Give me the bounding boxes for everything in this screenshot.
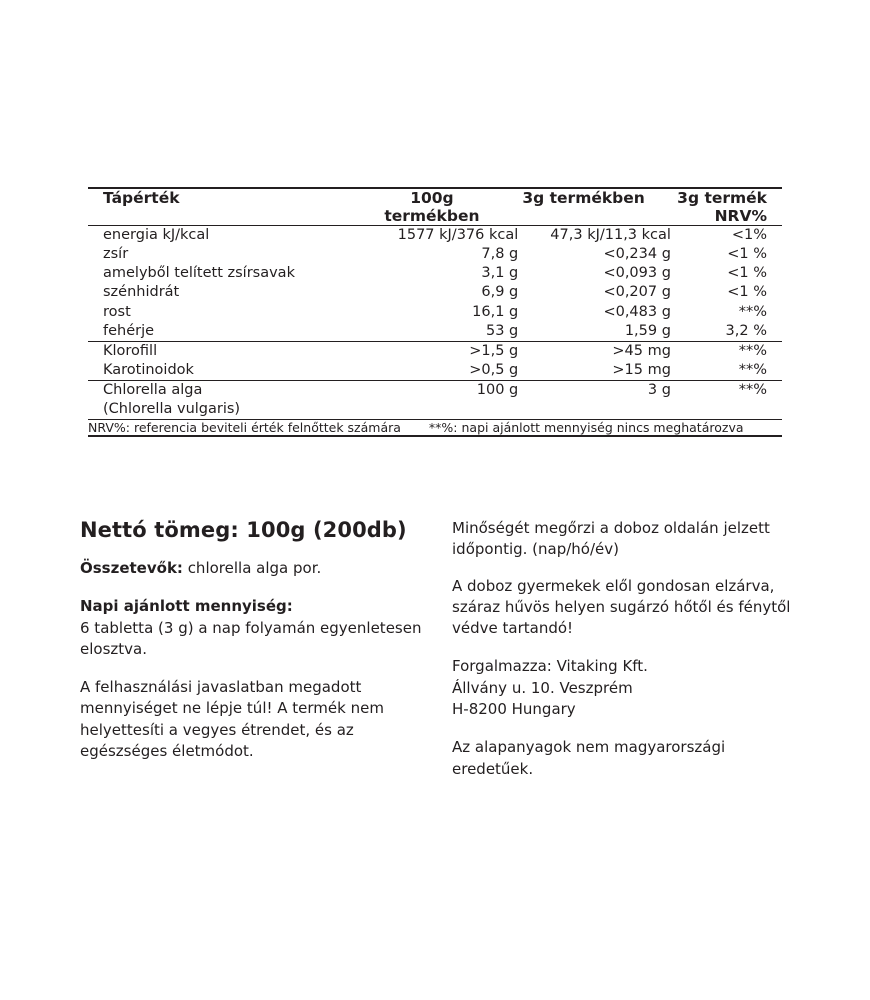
cell-nutrient: szénhidrát <box>103 284 180 301</box>
left-text-column <box>80 518 452 797</box>
nutrition-table <box>88 187 782 437</box>
cell-per-100g: >1,5 g <box>469 342 519 359</box>
cell-per-100g: 1577 kJ/376 kcal <box>397 227 519 243</box>
cell-nutrient-line2: (Chlorella vulgaris) <box>103 401 241 418</box>
cell-per-100g: 7,8 g <box>481 246 519 263</box>
origin-text: Az alapanyagok nem magyarországi eredetűek. <box>452 738 726 778</box>
cell-per-100g: 16,1 g <box>472 303 519 320</box>
cell-per-3g: 47,3 kJ/11,3 kcal <box>550 227 671 243</box>
header-nrv: 3g termék NRV% <box>671 189 782 226</box>
cell-per-3g: <0,207 g <box>603 284 671 301</box>
table-row <box>88 283 782 302</box>
cell-nutrient: energia kJ/kcal <box>103 227 210 243</box>
net-weight: Nettó tömeg: 100g (200db) <box>80 518 407 542</box>
cell-per-100g: 100 g <box>476 382 519 398</box>
table-row <box>88 361 782 381</box>
cell-nutrient: Klorofill <box>103 342 158 359</box>
cell-nrv: **% <box>738 303 767 320</box>
cell-per-100g: 6,9 g <box>481 284 519 301</box>
cell-nutrient: zsír <box>103 246 129 263</box>
cell-nrv: <1 % <box>727 265 767 282</box>
dosage-value: 6 tabletta (3 g) a nap folyamán egyenletesen elosztva. <box>80 618 422 658</box>
cell-nrv: **% <box>738 342 767 359</box>
distributor-block <box>452 656 798 720</box>
table-header-row <box>88 189 782 226</box>
cell-nutrient <box>88 381 366 420</box>
cell-nrv: <1 % <box>727 284 767 301</box>
cell-nrv: <1% <box>731 227 767 243</box>
best-before-text: Minőségét megőrzi a doboz oldalán jelzett időpontig. (nap/hó/év) <box>452 519 770 559</box>
cell-per-3g: 1,59 g <box>624 322 671 339</box>
cell-per-3g: >15 mg <box>612 361 671 378</box>
right-text-column <box>452 518 798 797</box>
table-row <box>88 342 782 361</box>
table-row <box>88 381 782 420</box>
cell-per-3g: <0,234 g <box>603 246 671 263</box>
table-row <box>88 264 782 283</box>
ingredients <box>80 558 430 579</box>
ingredients-label: Összetevők: <box>80 559 183 577</box>
storage-text: A doboz gyermekek elől gondosan elzárva, száraz hűvös helyen sugárzó hőtől és fénytől védve tartandó! <box>452 576 791 638</box>
cell-nrv: **% <box>738 361 767 378</box>
cell-per-3g: >45 mg <box>612 342 671 359</box>
dosage-label: Napi ajánlott mennyiség: <box>80 597 293 616</box>
cell-per-100g: >0,5 g <box>469 361 519 378</box>
ingredients-value: chlorella alga por. <box>182 559 322 577</box>
dosage <box>80 596 430 660</box>
cell-per-100g: 53 g <box>486 322 519 339</box>
distributor-line-2: Állvány u. 10. Veszprém <box>452 678 633 697</box>
footnote-asterisk: **%: napi ajánlott mennyiség nincs meghatározva <box>428 420 744 436</box>
footnote-nrv: NRV%: referencia beviteli érték felnőttek számára <box>88 420 401 436</box>
cell-nutrient-line1: Chlorella alga <box>103 382 203 398</box>
table-row <box>88 322 782 342</box>
label-text-columns <box>80 518 798 797</box>
cell-nrv: <1 % <box>727 246 767 263</box>
table-footnotes <box>88 420 782 436</box>
header-per-100g: 100g termékben <box>366 189 519 226</box>
cell-nutrient: Karotinoidok <box>103 361 194 378</box>
cell-nrv: 3,2 % <box>725 322 767 339</box>
cell-nrv: **% <box>738 382 767 398</box>
header-per-3g: 3g termékben <box>518 189 671 226</box>
table-row <box>88 245 782 264</box>
cell-per-100g: 3,1 g <box>481 265 519 282</box>
cell-nutrient: rost <box>103 303 131 320</box>
cell-per-3g: 3 g <box>647 382 671 398</box>
cell-nutrient: fehérje <box>103 322 155 339</box>
cell-nutrient: amelyből telített zsírsavak <box>103 265 295 282</box>
distributor-line-3: H-8200 Hungary <box>452 700 576 719</box>
warning-text: A felhasználási javaslatban megadott mennyiséget ne lépje túl! A termék nem helyettesíti a vegyes étrendet, és az egészséges életmódot. <box>80 678 384 761</box>
header-nutrient: Tápérték <box>88 189 366 226</box>
cell-per-3g: <0,093 g <box>603 265 671 282</box>
distributor-line-1: Forgalmazza: Vitaking Kft. <box>452 657 648 676</box>
table-row <box>88 303 782 322</box>
cell-per-3g: <0,483 g <box>603 303 671 320</box>
table-row <box>88 226 782 246</box>
